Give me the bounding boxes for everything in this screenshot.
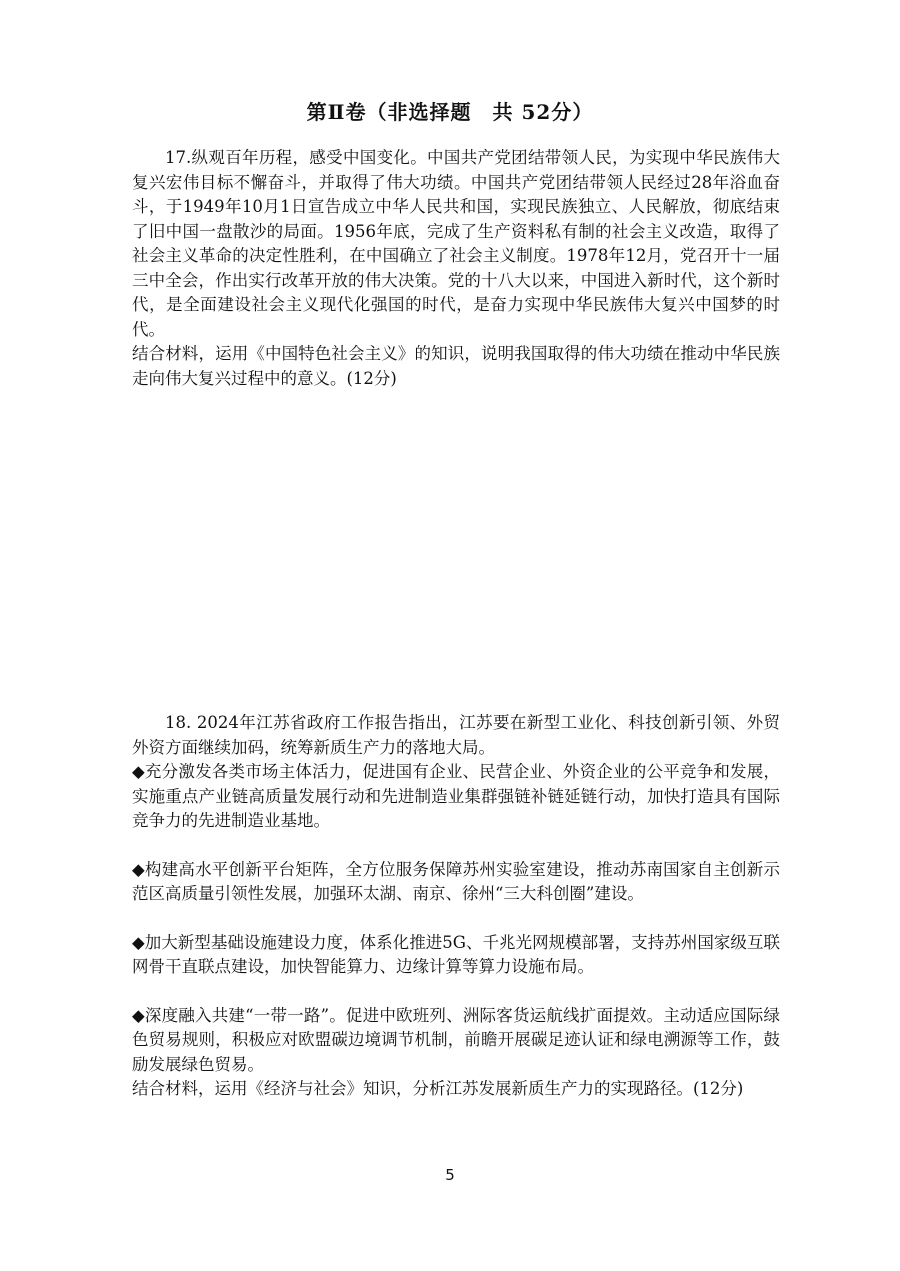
question-18-bullet: ◆深度融入共建“一带一路”。促进中欧班列、洲际客货运航线扩面提效。主动适应国际绿色贸易规则，积极应对欧盟碳边境调节机制，前瞻开展碳足迹认证和绿电溯源等工作，鼓励发展绿色贸易。 — [132, 1005, 780, 1074]
question-17-prompt: 结合材料，运用《中国特色社会主义》的知识，说明我国取得的伟大功绩在推动中华民族走向伟大复兴过程中的意义。(12分) — [132, 344, 780, 388]
question-18-prompt: 结合材料，运用《经济与社会》知识，分析江苏发展新质生产力的实现路径。(12分) — [132, 1079, 744, 1098]
section-title: 第Ⅱ卷（非选择题 共 52分） — [306, 100, 594, 124]
question-18-intro: 18. 2024年江苏省政府工作报告指出，江苏要在新型工业化、科技创新引领、外贸外资方面继续加码，统筹新质生产力的落地大局。 — [132, 713, 780, 757]
question-18-bullet: ◆构建高水平创新平台矩阵，全方位服务保障苏州实验室建设，推动苏南国家自主创新示范区高质量引领性发展，加强环太湖、南京、徐州“三大科创圈”建设。 — [132, 859, 780, 903]
question-18-bullet: ◆加大新型基础设施建设力度，体系化推进5G、千兆光网规模部署，支持苏州国家级互联网骨干直联点建设，加快智能算力、边缘计算等算力设施布局。 — [132, 932, 780, 976]
question-17-material: 17.纵观百年历程，感受中国变化。中国共产党团结带领人民，为实现中华民族伟大复兴宏伟目标不懈奋斗，并取得了伟大功绩。中国共产党团结带领人民经过28年浴血奋斗，于1949年10月1日宣告成立中华人民共和国，实现民族独立、人民解放，彻底结束了旧中国一盘散沙的局面。1956年底，完成了生产资料私有制的社会主义改造，取得了社会主义革命的决定性胜利，在中国确立了社会主义制度。1978年12月，党召开十一届三中全会，作出实行改革开放的伟大决策。党的十八大以来，中国进入新时代，这个新时代，是全面建设社会主义现代化强国的时代，是奋力实现中华民族伟大复兴中国梦的时代。 — [132, 148, 780, 339]
page-number: 5 — [445, 1166, 455, 1184]
question-17 — [132, 146, 780, 391]
question-18-bullet: ◆充分激发各类市场主体活力，促进国有企业、民营企业、外资企业的公平竞争和发展，实施重点产业链高质量发展行动和先进制造业集群强链补链延链行动，加快打造具有国际竞争力的先进制造业基地。 — [132, 762, 780, 830]
question-18 — [132, 711, 780, 1102]
